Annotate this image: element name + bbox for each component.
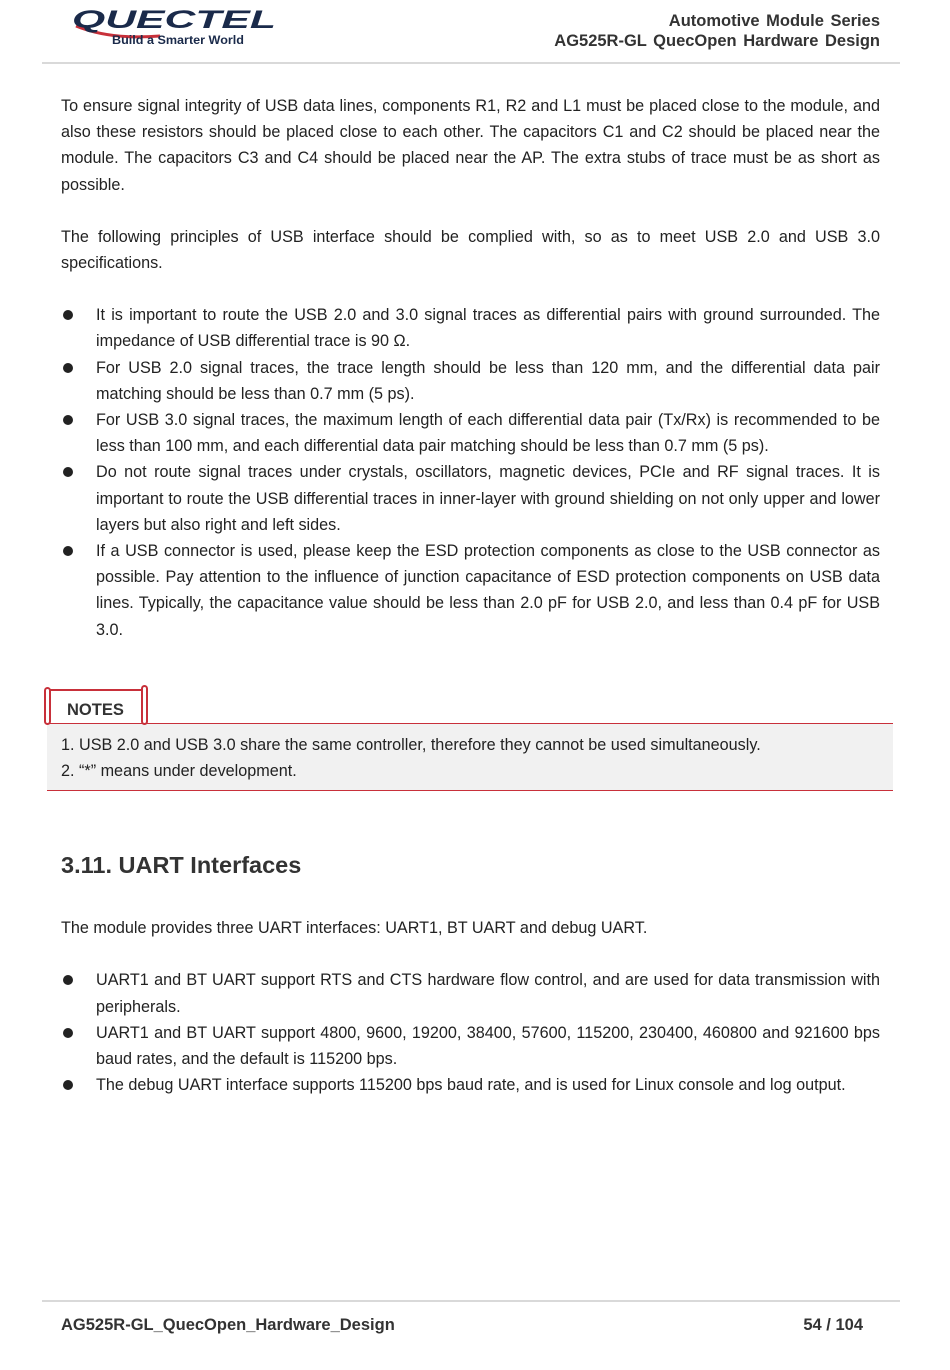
footer-document-name: AG525R-GL_QuecOpen_Hardware_Design xyxy=(61,1316,395,1334)
scroll-roll-icon xyxy=(141,685,148,725)
page-header xyxy=(42,0,900,64)
series-name: Automotive Module Series xyxy=(668,12,880,30)
logo-tagline: Build a Smarter World xyxy=(112,33,244,47)
notes-body xyxy=(47,723,893,791)
list-item: UART1 and BT UART support RTS and CTS hardware flow control, and are used for data transmission with peripherals. xyxy=(61,967,880,1019)
list-item: For USB 3.0 signal traces, the maximum length of each differential data pair (Tx/Rx) is recommended to be less than 100 mm, and each differential data pair matching should be less than 0.7 mm (5 ps). xyxy=(61,407,880,459)
usb-guidelines-list xyxy=(61,302,880,643)
uart-features-list xyxy=(61,967,880,1098)
intro-paragraph-2: The following principles of USB interface should be complied with, so as to meet USB 2.0 and USB 3.0 specifications. xyxy=(61,227,880,273)
note-item: 1. USB 2.0 and USB 3.0 share the same controller, therefore they cannot be used simultaneously. xyxy=(61,735,761,754)
quectel-logo xyxy=(70,6,280,48)
section-heading: 3.11. UART Interfaces xyxy=(61,852,302,879)
scroll-roll-icon xyxy=(44,687,51,725)
notes-tab xyxy=(47,685,147,723)
notes-box xyxy=(47,685,893,791)
list-item: The debug UART interface supports 115200 bps baud rate, and is used for Linux console and log output. xyxy=(61,1072,880,1098)
document-title: AG525R-GL QuecOpen Hardware Design xyxy=(554,32,880,50)
list-item: It is important to route the USB 2.0 and 3.0 signal traces as differential pairs with ground surrounded. The impedance of USB differential trace is 90 Ω. xyxy=(61,302,880,354)
page-footer xyxy=(42,1300,900,1334)
list-item: Do not route signal traces under crystals, oscillators, magnetic devices, PCIe and RF signal traces. It is important to route the USB differential traces in inner-layer with ground shielding on not only upper and lower layers but also right and left sides. xyxy=(61,459,880,538)
page-number: 54 / 104 xyxy=(803,1316,863,1334)
logo-wordmark: QUECTEL xyxy=(72,6,276,34)
note-item: 2. “*” means under development. xyxy=(61,762,297,781)
section-intro: The module provides three UART interfaces: UART1, BT UART and debug UART. xyxy=(61,919,648,938)
list-item: UART1 and BT UART support 4800, 9600, 19200, 38400, 57600, 115200, 230400, 460800 and 921600 bps baud rates, and the default is 115200 bps. xyxy=(61,1020,880,1072)
notes-label: NOTES xyxy=(67,700,124,719)
list-item: If a USB connector is used, please keep the ESD protection components as close to the USB connector as possible. Pay attention to the influence of junction capacitance of ESD protection components on USB data lines. Typically, the capacitance value should be less than 2.0 pF for USB 2.0, and less than 0.4 pF for USB 3.0. xyxy=(61,538,880,643)
intro-paragraph-1: To ensure signal integrity of USB data lines, components R1, R2 and L1 must be placed close to the module, and also these resistors should be placed close to each other. The capacitors C1 and C2 should be placed near the module. The capacitors C3 and C4 should be placed near the AP. The extra stubs of trace must be as short as possible. xyxy=(61,97,880,194)
list-item: For USB 2.0 signal traces, the trace length should be less than 120 mm, and the differential data pair matching should be less than 0.7 mm (5 ps). xyxy=(61,355,880,407)
header-titles xyxy=(554,11,880,51)
page-content xyxy=(61,93,880,1098)
